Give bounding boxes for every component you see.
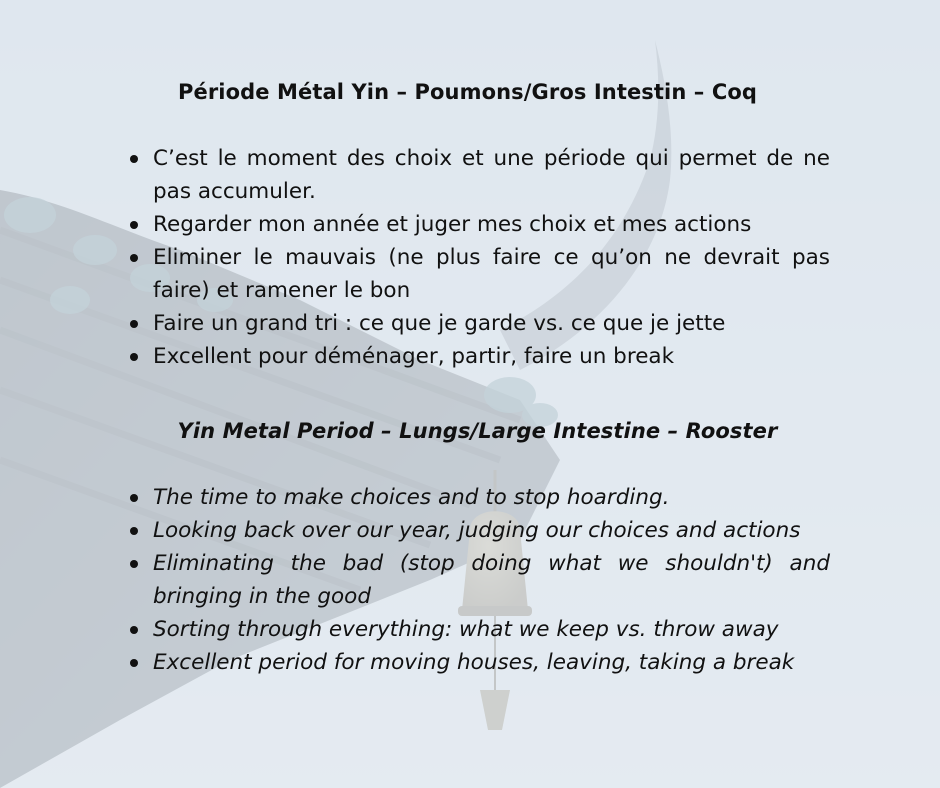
text-content <box>125 76 830 679</box>
section-heading-french: Période Métal Yin – Poumons/Gros Intestin – Coq <box>178 80 757 104</box>
list-item: C’est le moment des choix et une période qui permet de ne pas accumuler. <box>125 142 830 208</box>
list-item: Eliminating the bad (stop doing what we shouldn't) and bringing in the good <box>125 547 830 613</box>
section-heading-english: Yin Metal Period – Lungs/Large Intestine – Rooster <box>177 419 778 443</box>
list-item: Excellent pour déménager, partir, faire un break <box>125 340 830 373</box>
bullet-list-english <box>125 481 830 679</box>
list-item: Faire un grand tri : ce que je garde vs. ce que je jette <box>125 307 830 340</box>
bullet-list-french <box>125 142 830 373</box>
list-item: The time to make choices and to stop hoarding. <box>125 481 830 514</box>
list-item: Eliminer le mauvais (ne plus faire ce qu’on ne devrait pas faire) et ramener le bon <box>125 241 830 307</box>
list-item: Regarder mon année et juger mes choix et mes actions <box>125 208 830 241</box>
list-item: Sorting through everything: what we keep vs. throw away <box>125 613 830 646</box>
list-item: Excellent period for moving houses, leaving, taking a break <box>125 646 830 679</box>
list-item: Looking back over our year, judging our choices and actions <box>125 514 830 547</box>
